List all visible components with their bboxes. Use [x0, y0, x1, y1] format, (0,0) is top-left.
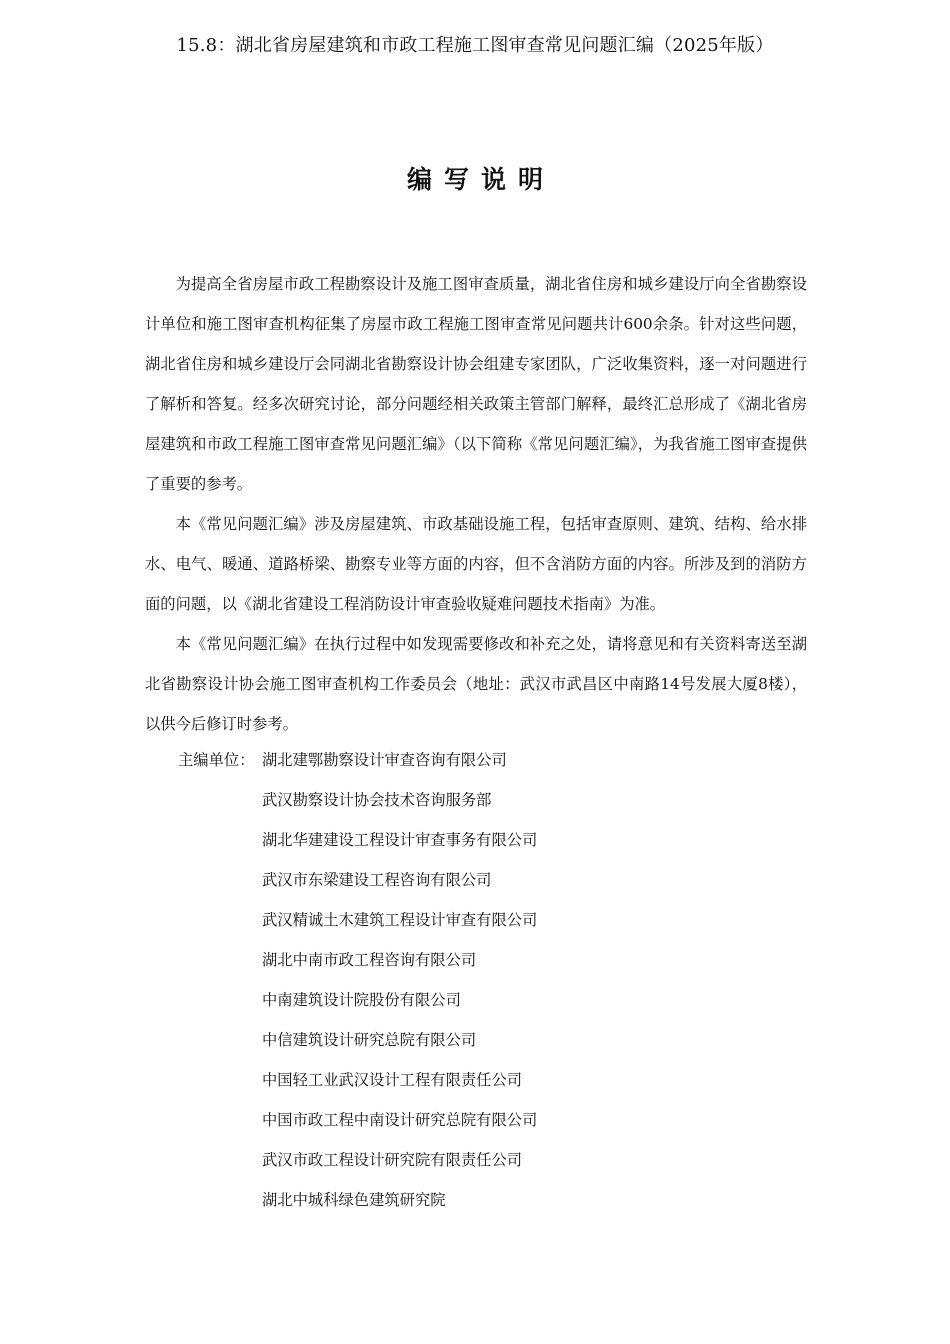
paragraph-3: 本《常见问题汇编》在执行过程中如发现需要修改和补充之处，请将意见和有关资料寄送至湖北省勘察设计协会施工图审查机构工作委员会（地址：武汉市武昌区中南路14号发展大厦8楼），以供今后修订时参考。 [145, 635, 807, 733]
editor-units-list [262, 740, 778, 1220]
editor-unit: 武汉市东梁建设工程咨询有限公司 [262, 871, 492, 889]
editor-unit: 湖北中城科绿色建筑研究院 [262, 1191, 446, 1209]
page-title: 编写说明 [406, 165, 555, 194]
editor-unit: 中信建筑设计研究总院有限公司 [262, 1031, 477, 1049]
editor-unit: 湖北华建建设工程设计审查事务有限公司 [262, 831, 538, 849]
editor-unit: 武汉勘察设计协会技术咨询服务部 [262, 791, 492, 809]
body-text [145, 264, 807, 744]
editor-unit: 中国市政工程中南设计研究总院有限公司 [262, 1111, 538, 1129]
editor-unit: 中南建筑设计院股份有限公司 [262, 991, 461, 1009]
editor-unit: 武汉精诚土木建筑工程设计审查有限公司 [262, 911, 538, 929]
editor-units-section [178, 740, 778, 1220]
paragraph-2: 本《常见问题汇编》涉及房屋建筑、市政基础设施工程，包括审查原则、建筑、结构、给水排水、电气、暖通、道路桥梁、勘察专业等方面的内容，但不含消防方面的内容。所涉及到的消防方面的问题，以《湖北省建设工程消防设计审查验收疑难问题技术指南》为准。 [145, 515, 807, 613]
editor-unit: 湖北中南市政工程咨询有限公司 [262, 951, 477, 969]
editor-unit: 湖北建鄂勘察设计审查咨询有限公司 [262, 751, 507, 769]
editor-unit: 中国轻工业武汉设计工程有限责任公司 [262, 1071, 523, 1089]
paragraph-1: 为提高全省房屋市政工程勘察设计及施工图审查质量，湖北省住房和城乡建设厅向全省勘察设计单位和施工图审查机构征集了房屋市政工程施工图审查常见问题共计600余条。针对这些问题，湖北省住房和城乡建设厅会同湖北省勘察设计协会组建专家团队，广泛收集资料，逐一对问题进行了解析和答复。经多次研究讨论，部分问题经相关政策主管部门解释，最终汇总形成了《湖北省房屋建筑和市政工程施工图审查常见问题汇编》（以下简称《常见问题汇编》，为我省施工图审查提供了重要的参考。 [145, 275, 807, 493]
editor-unit: 武汉市政工程设计研究院有限责任公司 [262, 1151, 523, 1169]
document-header: 15.8：湖北省房屋建筑和市政工程施工图审查常见问题汇编（2025年版） [176, 35, 774, 56]
editor-units-label: 主编单位： [178, 751, 255, 769]
